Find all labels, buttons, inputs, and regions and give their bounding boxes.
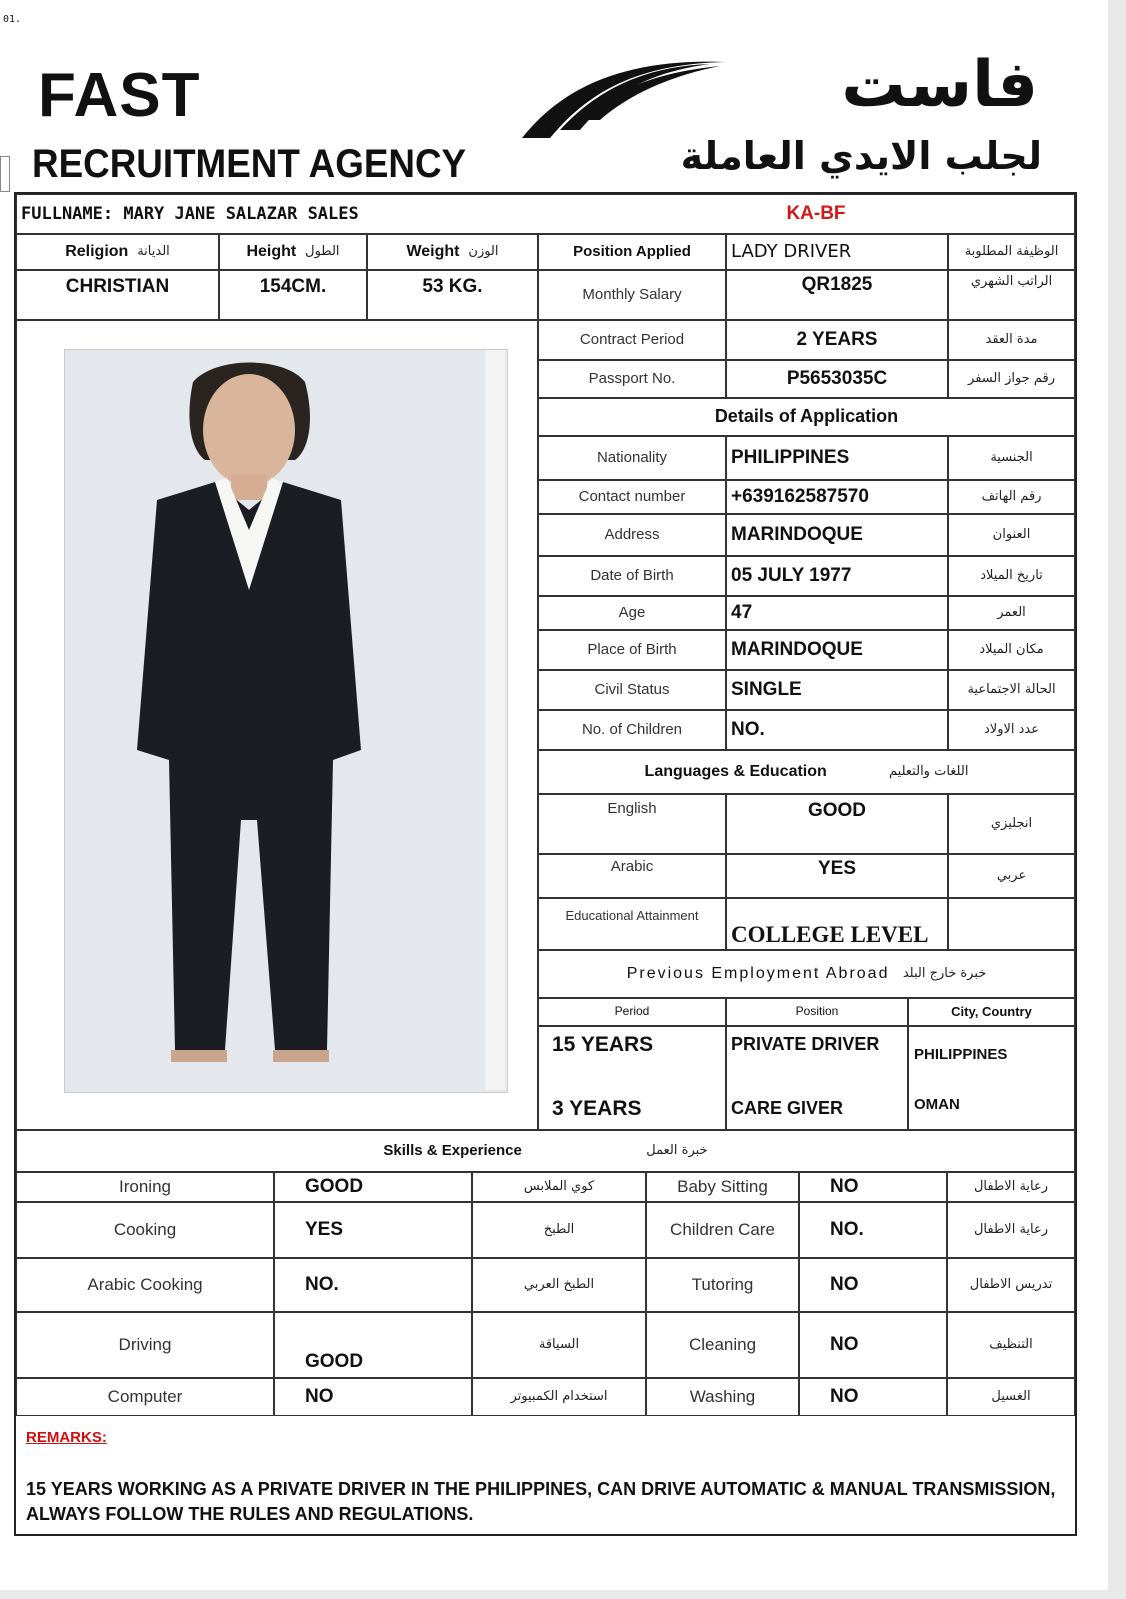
skill-label: Arabic Cooking [16, 1258, 274, 1312]
skills-header-cell [16, 1130, 1075, 1172]
period-label: Period [538, 998, 726, 1026]
languages-header-cell [538, 750, 1075, 794]
contract-label: Contract Period [538, 320, 726, 360]
detail-label: No. of Children [538, 710, 726, 750]
skill-value: GOOD [274, 1312, 472, 1378]
detail-value: 47 [726, 596, 948, 630]
skill-value: NO. [799, 1202, 947, 1258]
skill-label-ar: رعاية الاطفال [947, 1172, 1075, 1202]
agency-name-arabic: لجلب الايدي العاملة [680, 134, 1042, 178]
detail-value-ar: الجنسية [948, 436, 1075, 480]
skill-label: Tutoring [646, 1258, 799, 1312]
religion-label-cell [16, 234, 219, 270]
employment-header-cell [538, 950, 1075, 998]
employment-country: OMAN [914, 1095, 960, 1113]
skill-label-ar: الطبخ العربي [472, 1258, 646, 1312]
arabic-ar: عربي [948, 854, 1075, 898]
skill-label-ar: الغسيل [947, 1378, 1075, 1416]
application-form [14, 192, 1077, 1536]
details-header: Details of Application [538, 398, 1075, 436]
skill-value: NO [799, 1172, 947, 1202]
contract-ar: مدة العقد [948, 320, 1075, 360]
religion-value: CHRISTIAN [16, 270, 219, 320]
detail-label: Date of Birth [538, 556, 726, 596]
religion-label-ar: الديانة [137, 243, 170, 259]
height-value: 154CM. [219, 270, 367, 320]
side-marker [0, 156, 10, 192]
detail-value-ar: العنوان [948, 514, 1075, 556]
skill-label: Baby Sitting [646, 1172, 799, 1202]
skill-value: NO [799, 1258, 947, 1312]
skill-label-ar: السياقة [472, 1312, 646, 1378]
remarks-label: REMARKS: [26, 1429, 107, 1446]
skill-value: NO [799, 1378, 947, 1416]
brand-name: FAST [38, 61, 201, 130]
skill-value: NO [799, 1312, 947, 1378]
skill-label-ar: تدريس الاطفال [947, 1258, 1075, 1312]
languages-header-ar: اللغات والتعليم [889, 763, 969, 779]
arabic-value: YES [726, 854, 948, 898]
detail-label: Nationality [538, 436, 726, 480]
detail-value: NO. [726, 710, 948, 750]
skill-label: Cleaning [646, 1312, 799, 1378]
skill-value: YES [274, 1202, 472, 1258]
detail-value-ar: العمر [948, 596, 1075, 630]
height-label: Height [246, 243, 297, 261]
country-label: City, Country [908, 998, 1075, 1026]
height-label-cell [219, 234, 367, 270]
education-value: COLLEGE LEVEL [726, 898, 948, 950]
detail-value-ar: رقم الهاتف [948, 480, 1075, 514]
position-applied-value: LADY DRIVER [726, 234, 948, 270]
detail-value: 05 JULY 1977 [726, 556, 948, 596]
employment-period: 3 YEARS [552, 1097, 642, 1121]
detail-value-ar: مكان الميلاد [948, 630, 1075, 670]
religion-label: Religion [65, 243, 129, 261]
employment-country: PHILIPPINES [914, 1045, 1008, 1063]
height-label-ar: الطول [305, 243, 340, 259]
skill-label-ar: كوي الملابس [472, 1172, 646, 1202]
passport-ar: رقم جواز السفر [948, 360, 1075, 398]
detail-value: +639162587570 [726, 480, 948, 514]
skill-label: Driving [16, 1312, 274, 1378]
skill-label: Ironing [16, 1172, 274, 1202]
languages-header: Languages & Education [644, 763, 827, 781]
position-applied-label: Position Applied [538, 234, 726, 270]
weight-label-ar: الوزن [468, 243, 499, 259]
weight-label: Weight [406, 243, 460, 261]
detail-value: MARINDOQUE [726, 514, 948, 556]
weight-value: 53 KG. [367, 270, 538, 320]
skill-value: NO. [274, 1258, 472, 1312]
skill-label: Computer [16, 1378, 274, 1416]
fullname: FULLNAME: MARY JANE SALAZAR SALES [16, 194, 1075, 234]
detail-value: SINGLE [726, 670, 948, 710]
skill-label: Washing [646, 1378, 799, 1416]
applicant-photo [64, 349, 508, 1093]
salary-label: Monthly Salary [538, 270, 726, 320]
applicant-portrait-icon [65, 350, 505, 1090]
detail-label: Age [538, 596, 726, 630]
skill-label-ar: رعاية الاطفال [947, 1202, 1075, 1258]
detail-label: Contact number [538, 480, 726, 514]
brand-name-arabic: فاست [841, 48, 1038, 122]
passport-label: Passport No. [538, 360, 726, 398]
corner-code: 01. [3, 14, 22, 25]
skill-label-ar: التنظيف [947, 1312, 1075, 1378]
detail-value: MARINDOQUE [726, 630, 948, 670]
employment-header-ar: خبرة خارج البلد [902, 965, 987, 981]
employment-position: CARE GIVER [731, 1098, 844, 1119]
agency-name: RECRUITMENT AGENCY [32, 142, 467, 186]
detail-label: Address [538, 514, 726, 556]
english-value: GOOD [726, 794, 948, 854]
employment-period: 15 YEARS [552, 1033, 654, 1057]
detail-value-ar: الحالة الاجتماعية [948, 670, 1075, 710]
employment-position: PRIVATE DRIVER [731, 1034, 880, 1055]
skill-label: Cooking [16, 1202, 274, 1258]
contract-value: 2 YEARS [726, 320, 948, 360]
position-label: Position [726, 998, 908, 1026]
swoosh-logo-icon [520, 50, 730, 142]
skill-value: GOOD [274, 1172, 472, 1202]
remarks-text: 15 YEARS WORKING AS A PRIVATE DRIVER IN THE PHILIPPINES, CAN DRIVE AUTOMATIC & MANUAL TRANSMISSION, ALWAYS FOLLOW THE RULES AND REGULATIONS. [26, 1479, 1056, 1524]
position-applied-ar: الوظيفة المطلوبة [948, 234, 1075, 270]
passport-value: P5653035C [726, 360, 948, 398]
reference-code: KA-BF [786, 202, 846, 224]
employment-header: Previous Employment Abroad [626, 965, 890, 983]
detail-value-ar: تاريخ الميلاد [948, 556, 1075, 596]
skills-header: Skills & Experience [383, 1141, 522, 1159]
skill-value: NO [274, 1378, 472, 1416]
salary-value: QR1825 [726, 270, 948, 320]
education-ar-cell [948, 898, 1075, 950]
salary-ar: الراتب الشهري [948, 270, 1075, 320]
arabic-label: Arabic [538, 854, 726, 898]
skill-label-ar: الطبخ [472, 1202, 646, 1258]
english-ar: انجليزي [948, 794, 1075, 854]
detail-label: Civil Status [538, 670, 726, 710]
weight-label-cell [367, 234, 538, 270]
detail-value-ar: عدد الاولاد [948, 710, 1075, 750]
skill-label: Children Care [646, 1202, 799, 1258]
education-label: Educational Attainment [538, 898, 726, 950]
skills-header-ar: خبرة العمل [646, 1142, 708, 1158]
skill-label-ar: استخدام الكمبيوتر [472, 1378, 646, 1416]
detail-value: PHILIPPINES [726, 436, 948, 480]
detail-label: Place of Birth [538, 630, 726, 670]
english-label: English [538, 794, 726, 854]
